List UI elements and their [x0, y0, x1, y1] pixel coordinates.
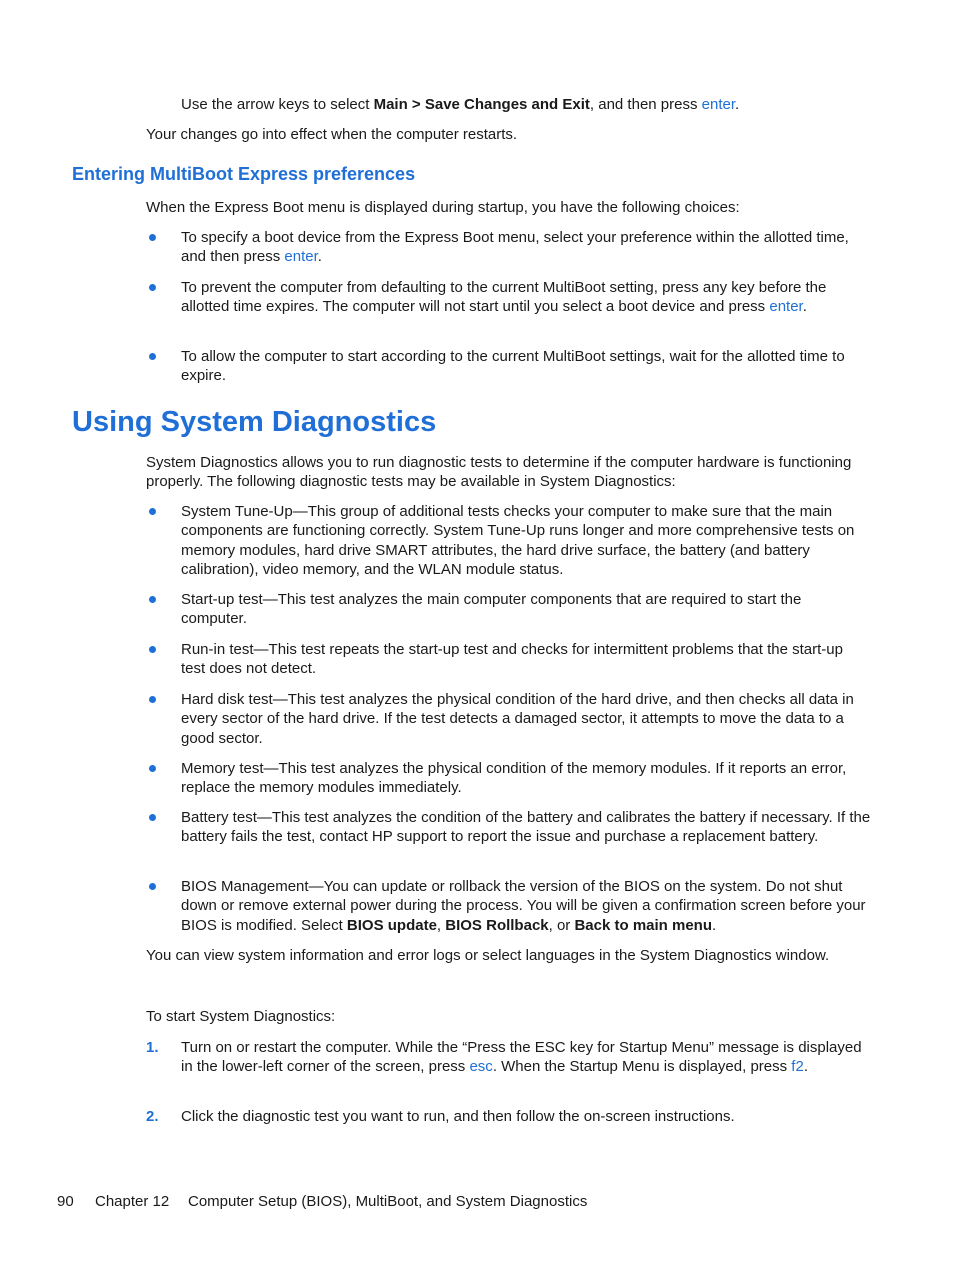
bullet-icon: [146, 808, 158, 827]
option-bios-rollback: BIOS Rollback: [445, 916, 549, 934]
step-1: [181, 1038, 871, 1077]
section-heading-diagnostics: Using System Diagnostics: [72, 406, 437, 438]
bullet-icon: [146, 877, 158, 896]
choice-text: To prevent the computer from defaulting to the current MultiBoot setting, press any key before the allotted time expires. The computer will not start until you select a boot device and press: [181, 279, 827, 316]
multiboot-choice-3: To allow the computer to start according to the current MultiBoot settings, wait for the allotted time to expire.: [181, 348, 845, 385]
period: .: [735, 96, 740, 113]
bullet-icon: [146, 347, 158, 366]
separator: ,: [436, 916, 446, 934]
period: .: [712, 916, 717, 934]
footer-chapter: Chapter 12: [95, 1193, 170, 1210]
multiboot-choice-2: [181, 278, 871, 317]
bullet-icon: [146, 690, 158, 709]
key-enter: enter: [284, 248, 318, 266]
key-f2: f2: [791, 1058, 804, 1076]
changes-effect-note: Your changes go into effect when the computer restarts.: [146, 126, 518, 143]
bios-text: BIOS Management—You can update or rollback the version of the BIOS on the system. Do not shut down or remove external power during the process. You will be given a confirmation screen before your BIOS is modified. Select: [181, 878, 866, 934]
instruction-text: Use the arrow keys to select: [181, 96, 374, 113]
bullet-icon: [146, 278, 158, 297]
bios-management: [181, 877, 871, 935]
multiboot-lead: When the Express Boot menu is displayed during startup, you have the following choices:: [146, 199, 740, 216]
step-text: . When the Startup Menu is displayed, press: [492, 1058, 792, 1076]
test-battery: Battery test—This test analyzes the condition of the battery and calibrates the battery if necessary. If the battery fails the test, contact HP support to report the issue and purchase a replacement battery.: [181, 809, 871, 846]
menu-path: Main > Save Changes and Exit: [373, 96, 590, 113]
step-2: Click the diagnostic test you want to run, and then follow the on-screen instructions.: [181, 1108, 735, 1125]
step-number-1: 1.: [146, 1039, 159, 1056]
option-back-to-main-menu: Back to main menu: [574, 916, 713, 934]
bullet-icon: [146, 640, 158, 659]
test-runin: Run-in test—This test repeats the start-up test and checks for intermittent problems that the start-up test does not detect.: [181, 641, 843, 678]
bullet-icon: [146, 590, 158, 609]
period: .: [317, 248, 322, 266]
test-memory: Memory test—This test analyzes the physical condition of the memory modules. If it reports an error, replace the memory modules immediately.: [181, 760, 847, 797]
choice-text: To specify a boot device from the Express Boot menu, select your preference within the allotted time, and then press: [181, 229, 849, 266]
bullet-icon: [146, 759, 158, 778]
key-enter: enter: [701, 96, 736, 113]
period: .: [802, 298, 807, 316]
start-diagnostics-intro: To start System Diagnostics:: [146, 1008, 336, 1025]
footer-chapter-title: Computer Setup (BIOS), MultiBoot, and System Diagnostics: [188, 1193, 588, 1210]
option-bios-update: BIOS update: [346, 916, 437, 934]
multiboot-choice-1: [181, 228, 871, 267]
bullet-icon: [146, 228, 158, 247]
step-text: Turn on or restart the computer. While the “Press the ESC key for Startup Menu” message is displayed in the lower-left corner of the screen, press: [181, 1039, 862, 1076]
save-changes-instruction: [181, 95, 871, 114]
period: .: [803, 1058, 808, 1076]
view-info-note: You can view system information and error logs or select languages in the System Diagnostics window.: [146, 947, 830, 964]
bullet-icon: [146, 502, 158, 521]
key-enter: enter: [769, 298, 803, 316]
step-number-2: 2.: [146, 1108, 159, 1125]
test-system-tuneup: System Tune-Up—This group of additional tests checks your computer to make sure that the main components are functioning correctly. System Tune-Up runs longer and more comprehensive tests on memory modules, hard drive SMART attributes, the hard drive surface, the battery (and battery calibration), video memory, and the WLAN module status.: [181, 503, 855, 579]
page-number: 90: [57, 1193, 74, 1210]
test-startup: Start-up test—This test analyzes the main computer components that are required to start the computer.: [181, 591, 802, 628]
section-heading-multiboot: Entering MultiBoot Express preferences: [72, 164, 416, 184]
separator: , or: [548, 916, 575, 934]
diagnostics-lead: System Diagnostics allows you to run diagnostic tests to determine if the computer hardware is functioning properly. The following diagnostic tests may be available in System Diagnostics:: [146, 454, 852, 491]
key-esc: esc: [469, 1058, 493, 1076]
test-hard-disk: Hard disk test—This test analyzes the physical condition of the hard drive, and then checks all data in every sector of the hard drive. If the test detects a damaged sector, it attempts to move the data to a good sector.: [181, 691, 854, 747]
instruction-text: , and then press: [589, 96, 702, 113]
